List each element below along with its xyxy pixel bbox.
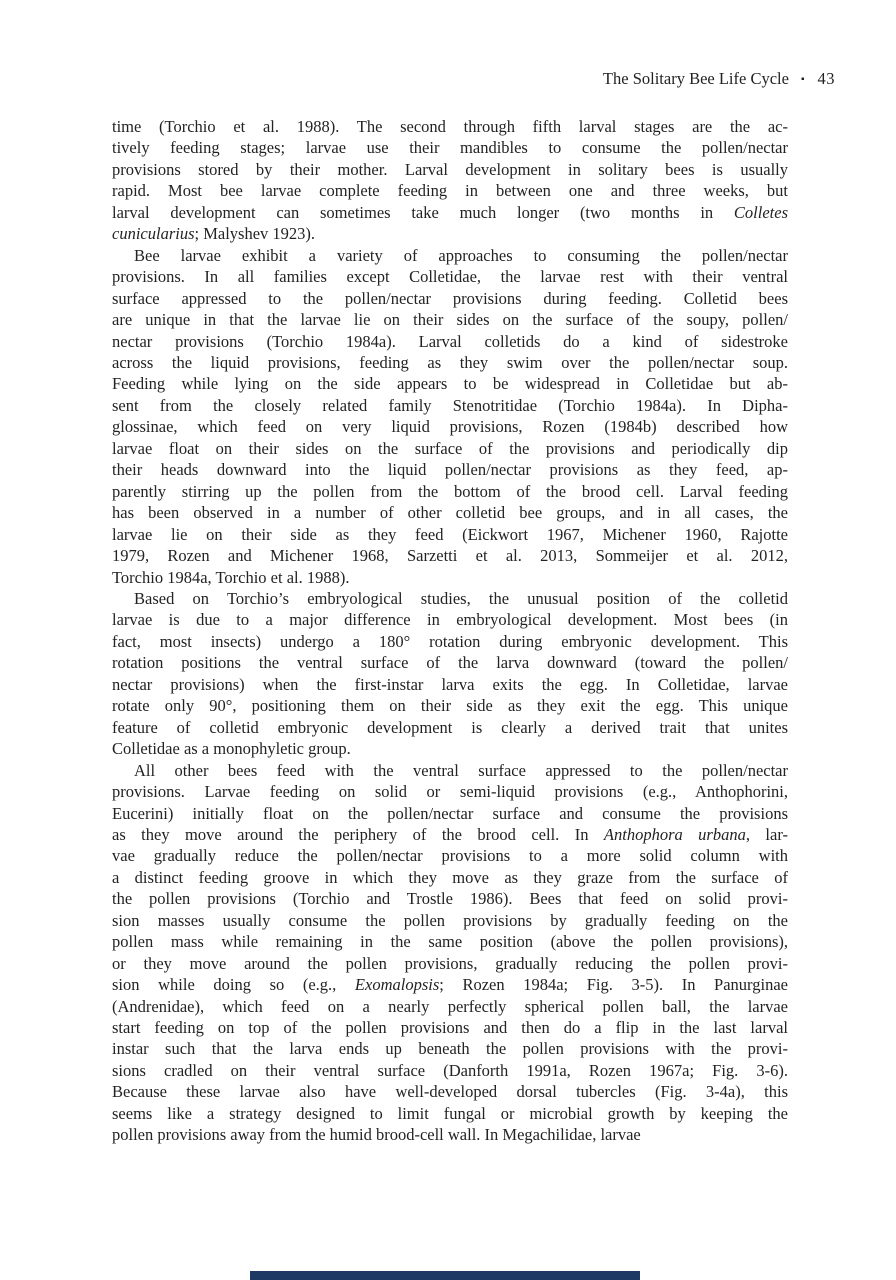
text-line: their heads downward into the liquid pollen/nectar provisions as they feed, ap- — [112, 460, 788, 480]
page-number: 43 — [817, 69, 835, 88]
text-line: instar such that the larva ends up beneath the pollen provisions with the provi- — [112, 1039, 788, 1059]
text-line: pollen mass while remaining in the same position (above the pollen provisions), — [112, 932, 788, 952]
text-line: Bee larvae exhibit a variety of approaches to consuming the pollen/nectar — [134, 245, 788, 265]
text-line: provisions stored by their mother. Larval development in solitary bees is usually — [112, 159, 788, 179]
running-header — [603, 69, 835, 90]
italic-text: Anthophora urbana — [603, 824, 746, 844]
running-header-title: The Solitary Bee Life Cycle — [602, 69, 789, 88]
paragraph — [112, 760, 788, 1146]
text-line: rapid. Most bee larvae complete feeding in between one and three weeks, but — [112, 181, 788, 201]
text-line: fact, most insects) undergo a 180° rotation during embryonic development. This — [112, 631, 788, 651]
text-line: sion masses usually consume the pollen provisions by gradually feeding on the — [112, 910, 788, 930]
text-line: larvae lie on their side as they feed (Eickwort 1967, Michener 1960, Rajotte — [112, 524, 788, 544]
text-line: provisions. Larvae feeding on solid or semi-liquid provisions (e.g., Anthophorini, — [112, 782, 788, 802]
text-line: a distinct feeding groove in which they move as they graze from the surface of — [112, 867, 788, 887]
italic-text: cunicularius — [112, 224, 195, 244]
reading-progress-bar — [250, 1271, 640, 1280]
text-line: time (Torchio et al. 1988). The second through fifth larval stages are the ac- — [112, 117, 788, 136]
text-line: larval development can sometimes take much longer (two months in Colletes — [112, 202, 788, 222]
text-line: pollen provisions away from the humid brood-cell wall. In Megachilidae, larvae — [112, 1125, 641, 1145]
text-line: has been observed in a number of other colletid bee groups, and in all cases, the — [112, 503, 788, 523]
italic-text: Colletes — [733, 202, 788, 222]
text-line: feature of colletid embryonic development is clearly a derived trait that unites — [112, 717, 788, 737]
text-line: Torchio 1984a, Torchio et al. 1988). — [112, 567, 350, 587]
text-line: glossinae, which feed on very liquid provisions, Rozen (1984b) described how — [112, 417, 788, 437]
text-line: Feeding while lying on the side appears to be widespread in Colletidae but ab- — [112, 374, 788, 394]
paragraph — [112, 245, 788, 588]
text-line: (Andrenidae), which feed on a nearly perfectly spherical pollen ball, the larvae — [112, 996, 788, 1016]
text-line: Colletidae as a monophyletic group. — [112, 739, 351, 759]
text-line: or they move around the pollen provisions, gradually reducing the pollen provi- — [112, 953, 788, 973]
text-line: sent from the closely related family Stenotritidae (Torchio 1984a). In Dipha- — [112, 395, 788, 415]
text-line: Eucerini) initially float on the pollen/nectar surface and consume the provisions — [112, 803, 788, 823]
text-line: rotation positions the ventral surface of the larva downward (toward the pollen/ — [112, 653, 788, 673]
square-bullet-icon: ▪ — [800, 74, 805, 85]
text-line: cunicularius; Malyshev 1923). — [112, 224, 316, 244]
text-line: tively feeding stages; larvae use their mandibles to consume the pollen/nectar — [112, 138, 788, 158]
body-text — [112, 116, 788, 1146]
text-line: Based on Torchio’s embryological studies, the unusual position of the colletid — [134, 588, 788, 608]
text-line: sions cradled on their ventral surface (Danforth 1991a, Rozen 1967a; Fig. 3-6). — [112, 1060, 788, 1080]
text-line: 1979, Rozen and Michener 1968, Sarzetti et al. 2013, Sommeijer et al. 2012, — [112, 546, 788, 566]
text-line: as they move around the periphery of the brood cell. In Anthophora urbana, lar- — [112, 824, 788, 844]
text-line: across the liquid provisions, feeding as they swim over the pollen/nectar soup. — [112, 352, 788, 372]
text-line: surface appressed to the pollen/nectar provisions during feeding. Colletid bees — [112, 288, 788, 308]
paragraph — [112, 116, 788, 245]
text-line: the pollen provisions (Torchio and Trostle 1986). Bees that feed on solid provi- — [112, 889, 788, 909]
text-line: All other bees feed with the ventral surface appressed to the pollen/nectar — [134, 760, 788, 780]
text-line: nectar provisions (Torchio 1984a). Larval colletids do a kind of sidestroke — [112, 331, 788, 351]
text-line: nectar provisions) when the first-instar larva exits the egg. In Colletidae, larvae — [112, 674, 788, 694]
text-line: start feeding on top of the pollen provisions and then do a flip in the last larval — [112, 1018, 788, 1038]
text-line: are unique in that the larvae lie on their sides on the surface of the soupy, pollen/ — [112, 310, 788, 330]
text-line: larvae is due to a major difference in embryological development. Most bees (in — [112, 610, 788, 630]
text-line: larvae float on their sides on the surface of the provisions and periodically dip — [112, 438, 788, 458]
text-line: rotate only 90°, positioning them on their side as they exit the egg. This unique — [112, 696, 788, 716]
text-line: parently stirring up the pollen from the bottom of the brood cell. Larval feeding — [112, 481, 788, 501]
paragraph — [112, 588, 788, 760]
italic-text: Exomalopsis — [354, 975, 440, 995]
text-line: Because these larvae also have well-developed dorsal tubercles (Fig. 3-4a), this — [112, 1082, 788, 1102]
text-line: sion while doing so (e.g., Exomalopsis; Rozen 1984a; Fig. 3-5). In Panurginae — [112, 975, 788, 995]
text-line: vae gradually reduce the pollen/nectar provisions to a more solid column with — [112, 846, 788, 866]
text-line: provisions. In all families except Colletidae, the larvae rest with their ventral — [112, 267, 788, 287]
text-line: seems like a strategy designed to limit fungal or microbial growth by keeping the — [112, 1103, 788, 1123]
